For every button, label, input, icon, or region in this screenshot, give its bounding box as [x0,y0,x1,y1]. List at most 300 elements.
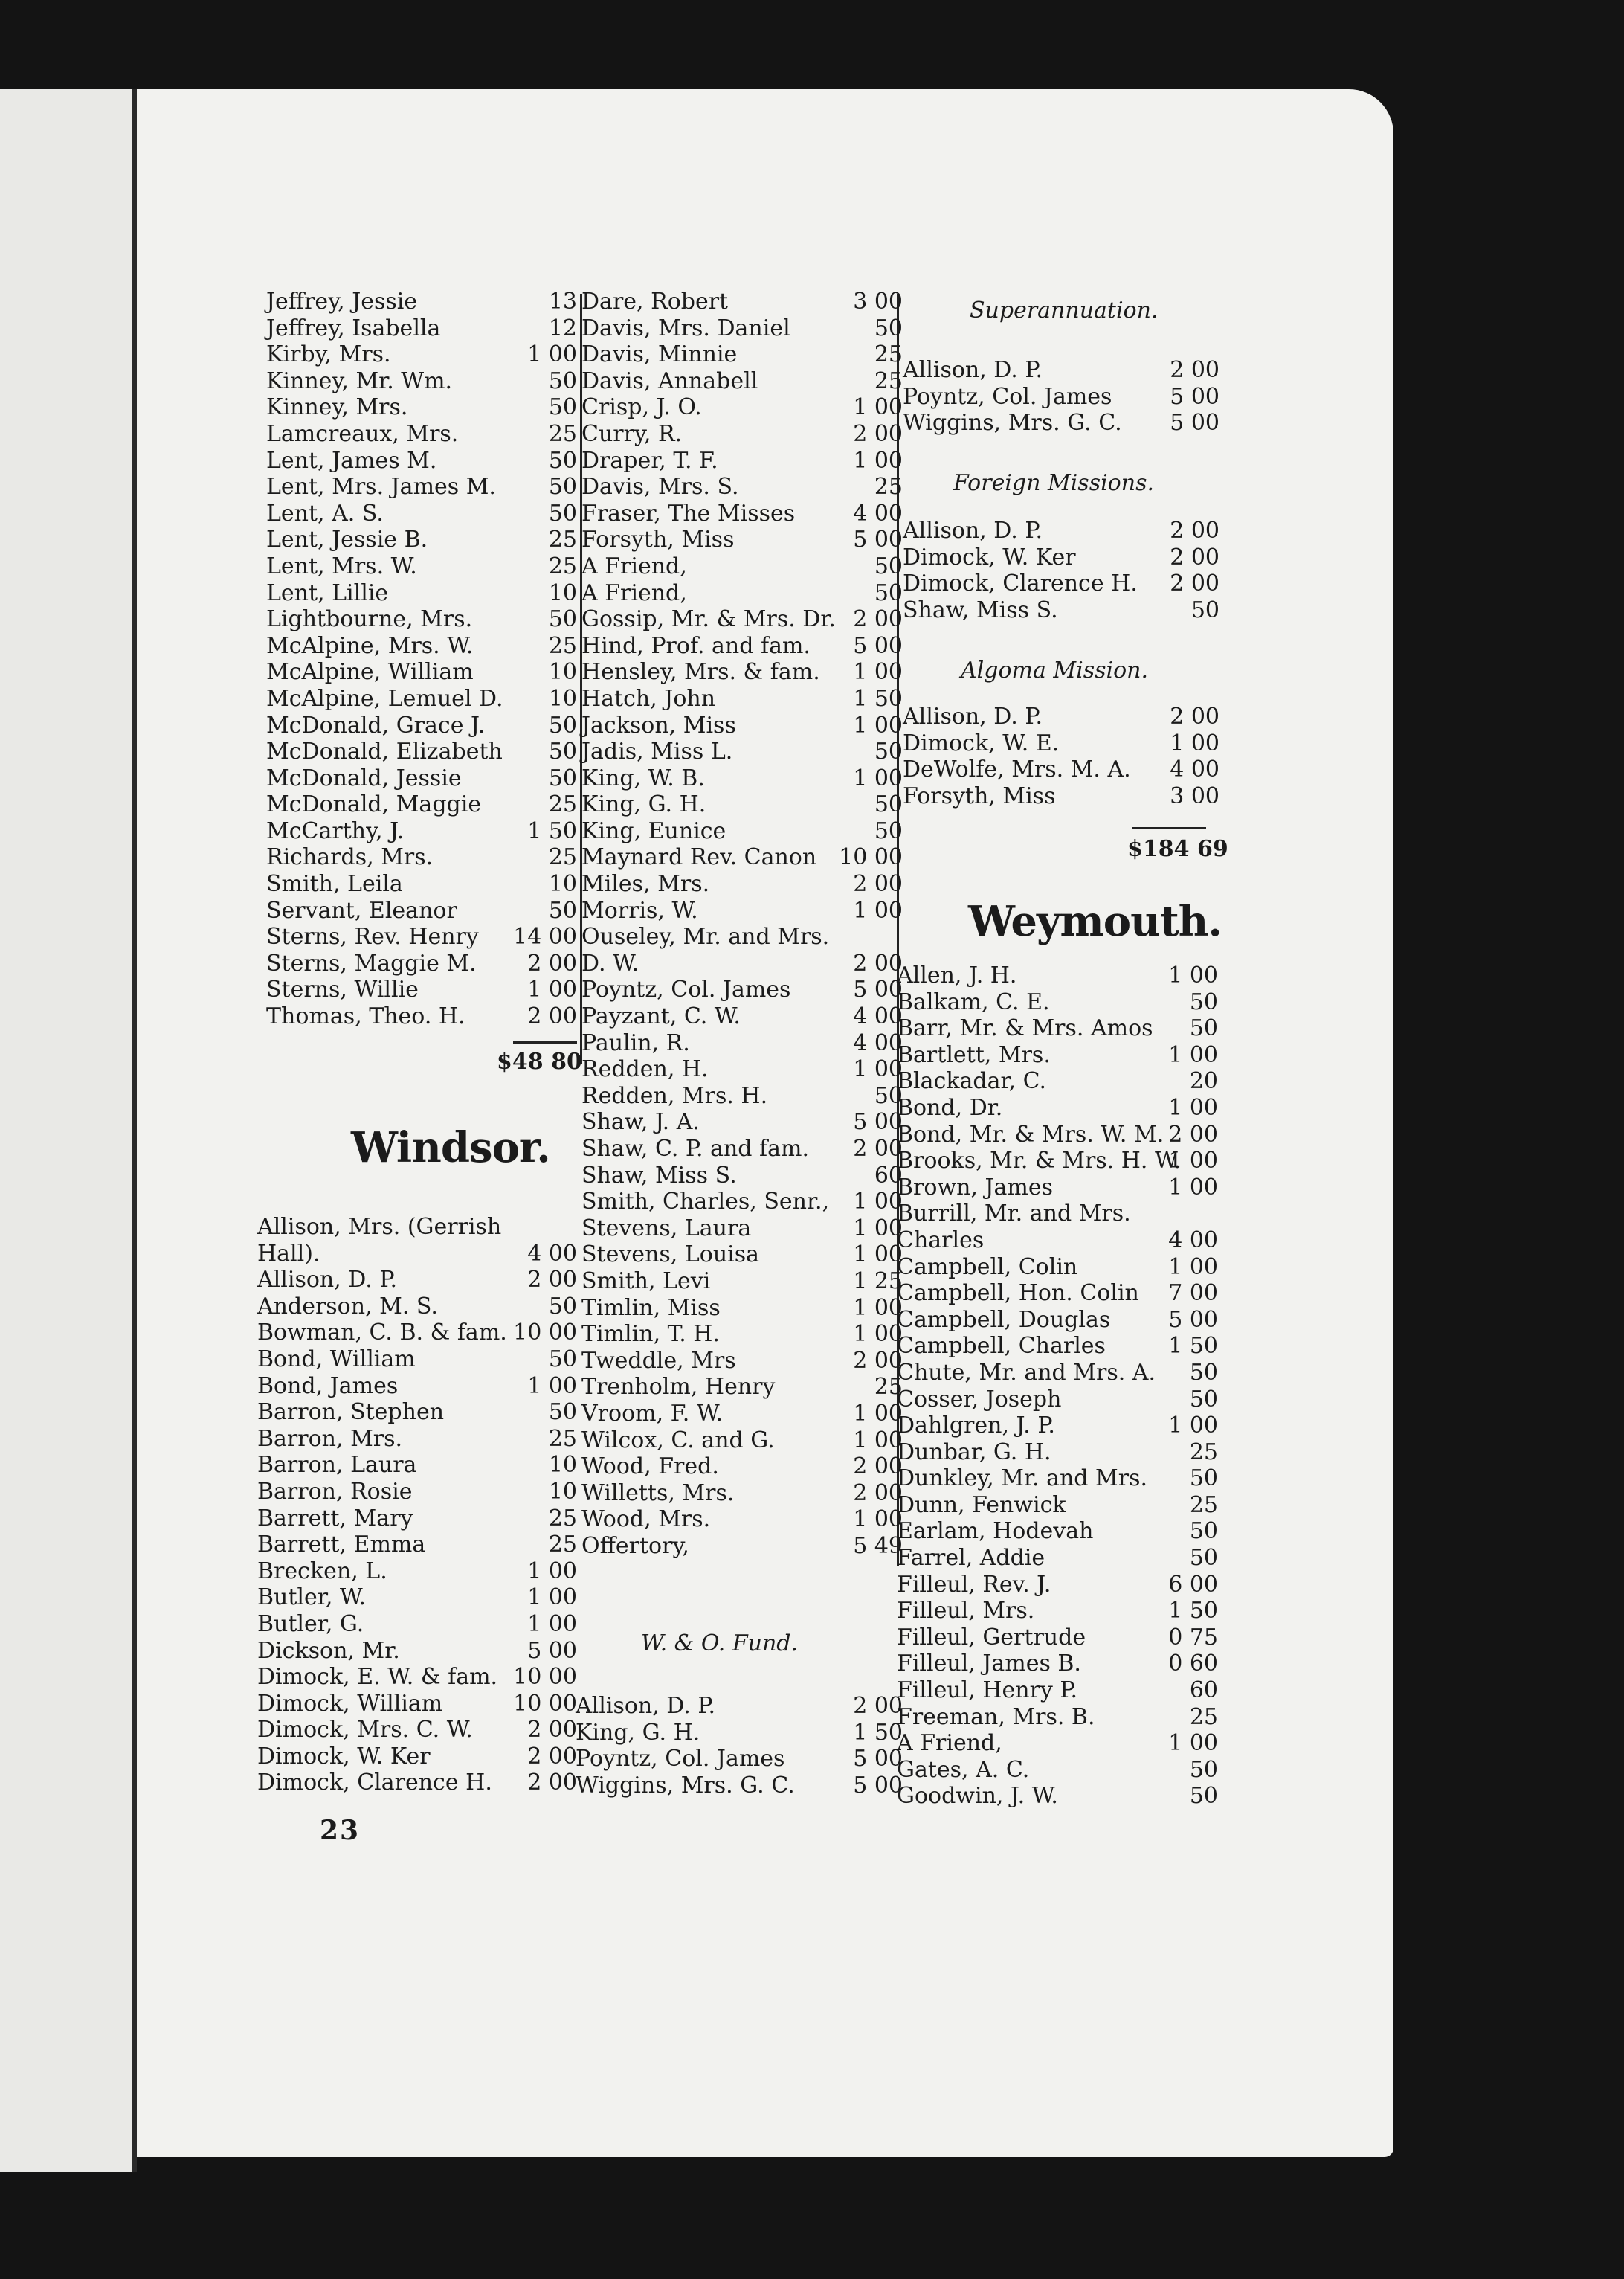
entry-name: Lamcreaux, Mrs. [266,420,459,447]
entry-amount: 7 00 [1168,1280,1218,1307]
entry-row [581,951,903,977]
entry-row [266,289,577,315]
entry-name: Campbell, Douglas [897,1306,1111,1333]
entry-amount: 4 00 [853,500,903,527]
entry-name: Filleul, Mrs. [897,1598,1035,1624]
entry-amount: 25 [874,341,903,368]
entry-row [897,1492,1218,1519]
entry-name: Curry, R. [581,420,683,447]
entry-amount: 1 00 [1168,1094,1218,1121]
entry-amount: 4 00 [853,1003,903,1030]
entry-row [257,1452,577,1479]
entry-row [581,527,903,553]
entry-amount: 50 [1189,1386,1218,1412]
entry-name: Davis, Mrs. Daniel [581,315,790,341]
entry-amount: 1 00 [1168,962,1218,989]
entry-amount: 50 [1190,597,1219,623]
entry-amount: 10 [548,685,577,712]
entry-row [581,1295,903,1322]
entry-amount: 1 00 [853,1056,903,1083]
entry-amount: 25 [548,844,577,871]
entry-name: Timlin, T. H. [581,1321,721,1348]
entry-row [903,518,1219,544]
entry-amount: 2 00 [853,1136,903,1162]
entry-amount: 50 [874,553,903,579]
entry-name: Jeffrey, Isabella [266,315,441,341]
entry-amount: 2 00 [853,1479,903,1506]
entry-amount: 2 00 [853,606,903,633]
entry-name: Barrett, Mary [257,1505,413,1531]
entry-row [581,1056,903,1083]
entry-name: Shaw, C. P. and fam. [581,1136,810,1162]
entry-name: Morris, W. [581,897,698,924]
entry-name: Dimock, Mrs. C. W. [257,1717,473,1743]
entry-name: Timlin, Miss [581,1294,721,1321]
entry-row [266,686,577,713]
entry-row [266,501,577,527]
entry-row [897,1068,1218,1095]
entry-row [581,289,903,315]
entry-amount: 50 [1189,1756,1218,1783]
entry-name: Wood, Fred. [581,1453,719,1480]
entry-row [581,765,903,792]
entry-row [266,553,577,580]
entry-name: McAlpine, Mrs. W. [266,632,474,659]
entry-amount: 1 00 [1168,1253,1218,1280]
entry-row [581,341,903,368]
entry-row [581,474,903,501]
entry-row [581,580,903,607]
entry-name: Barr, Mr. & Mrs. Amos [897,1015,1153,1042]
entry-amount: 5 00 [853,977,903,1003]
entry-name: Smith, Leila [266,871,403,898]
entry-name: King, W. B. [581,765,705,791]
entry-amount: 5 00 [527,1637,577,1664]
entry-amount: 2 00 [527,1769,577,1796]
entry-row [581,1268,903,1295]
entry-row [897,1333,1218,1360]
entry-amount: 25 [1189,1439,1218,1465]
entry-amount: 25 [1189,1491,1218,1518]
entry-amount: 10 00 [839,844,903,871]
entry-row [266,659,577,686]
entry-row [257,1531,577,1558]
entry-row [897,1757,1218,1784]
entry-row [903,384,1219,411]
entry-amount: 1 00 [853,447,903,474]
entry-amount: 50 [874,1082,903,1109]
entry-name: Bond, William [257,1346,416,1372]
entry-row [903,544,1219,571]
entry-name: Poyntz, Col. James [903,383,1112,410]
entry-name: McDonald, Maggie [266,791,482,818]
entry-amount: 50 [1189,1545,1218,1572]
entry-row [257,1319,577,1346]
entry-name: Davis, Mrs. S. [581,474,739,501]
entry-name: Payzant, C. W. [581,1003,741,1030]
entry-name: Shaw, J. A. [581,1109,700,1136]
entry-amount: 0 60 [1168,1650,1218,1677]
entry-row [257,1214,577,1241]
entry-amount: 2 00 [527,950,577,977]
wo-fund-heading: W. & O. Fund. [641,1630,799,1656]
entry-amount: 1 00 [1168,1041,1218,1068]
entry-amount: 10 [548,871,577,898]
entry-name: Butler, W. [257,1584,367,1611]
entry-name: Tweddle, Mrs [581,1347,736,1374]
entry-amount: 50 [1189,1465,1218,1492]
entry-amount: 4 00 [853,1029,903,1056]
entry-name: Paulin, R. [581,1029,690,1056]
entry-amount: 1 50 [1168,1598,1218,1624]
entry-row [257,1267,577,1293]
entry-row [897,1148,1218,1174]
entry-amount: 10 00 [513,1690,577,1717]
entry-name: Dimock, W. Ker [257,1743,431,1769]
entry-row [581,606,903,633]
entry-name: Bowman, C. B. & fam. [257,1319,507,1346]
entry-amount: 4 00 [1168,1227,1218,1253]
entry-name: A Friend, [581,579,687,606]
entry-name: Earlam, Hodevah [897,1518,1094,1545]
entry-amount: 2 00 [853,1347,903,1374]
entry-amount: 25 [548,791,577,818]
foreign-missions-list [903,518,1219,623]
entry-row [257,1558,577,1585]
entry-amount: 2 00 [853,1453,903,1480]
entry-row [257,1584,577,1611]
entry-name: McCarthy, J. [266,817,405,844]
entry-row [897,1042,1218,1069]
entry-name: Allison, D. P. [576,1693,715,1719]
entry-row [266,1003,577,1030]
entry-row [266,977,577,1003]
entry-amount: 1 00 [853,1400,903,1427]
entry-row [266,739,577,765]
entry-amount: 1 00 [853,712,903,739]
entry-row [581,686,903,713]
entry-row [897,1360,1218,1386]
entry-amount: 50 [548,394,577,421]
entry-row [581,1374,903,1401]
entry-name: Redden, H. [581,1056,709,1083]
entry-amount: 60 [1189,1677,1218,1704]
entry-row [581,501,903,527]
entry-row [581,394,903,421]
entry-amount: 50 [548,765,577,791]
entry-name: Hind, Prof. and fam. [581,632,811,659]
entry-row [903,730,1219,757]
entry-name: Smith, Charles, Senr., [581,1189,830,1215]
entry-name: Miles, Mrs. [581,871,710,898]
entry-row [903,410,1219,437]
entry-name: Anderson, M. S. [257,1293,438,1319]
entry-name: Barron, Stephen [257,1399,445,1426]
entry-row [266,341,577,368]
entry-name: Lent, Jessie B. [266,527,428,553]
entry-amount: 1 00 [853,1321,903,1348]
entry-row [897,1095,1218,1122]
entry-amount: 50 [548,712,577,739]
entry-row [266,368,577,395]
entry-row [897,1280,1218,1307]
entry-row [257,1638,577,1665]
entry-amount: 25 [874,367,903,394]
entry-name: Dunkley, Mr. and Mrs. [897,1465,1148,1492]
entry-name: Dunbar, G. H. [897,1439,1051,1465]
entry-row [903,570,1219,597]
entry-amount: 1 50 [853,1719,903,1746]
entry-name: Barrett, Emma [257,1531,426,1558]
entry-amount: 50 [548,500,577,527]
entry-amount: 1 00 [853,897,903,924]
entry-row [257,1769,577,1796]
entry-row [581,713,903,739]
entry-row [897,1730,1218,1757]
entry-row [257,1241,577,1267]
entry-row [897,1545,1218,1572]
entry-amount: 1 00 [1170,730,1219,756]
entry-row [257,1346,577,1373]
entry-name: Dunn, Fenwick [897,1491,1066,1518]
entry-row [266,421,577,448]
entry-name: King, G. H. [576,1719,700,1746]
entry-amount: 25 [548,1505,577,1531]
entry-row [266,791,577,818]
entry-amount: 3 00 [853,289,903,315]
entry-amount: 20 [1189,1068,1218,1095]
entry-name: A Friend, [897,1730,1002,1757]
entry-row [581,1030,903,1057]
entry-name: Lent, Mrs. W. [266,553,417,579]
entry-row [266,898,577,925]
windsor-list [257,1214,577,1796]
entry-row [257,1611,577,1638]
entry-amount: 2 00 [527,1003,577,1030]
entry-row [576,1720,903,1746]
entry-name: Wood, Mrs. [581,1506,711,1533]
entry-row [581,1480,903,1507]
entry-amount: 25 [548,632,577,659]
entry-amount: 50 [874,315,903,341]
weymouth-list [897,962,1218,1810]
entry-amount: 50 [548,606,577,633]
entry-row [897,1704,1218,1731]
column-1 [266,289,577,1030]
entry-amount: 1 00 [853,1241,903,1268]
entry-row [257,1691,577,1717]
entry-row [581,1401,903,1427]
entry-row [257,1373,577,1400]
entry-name: Allison, Mrs. (Gerrish [257,1214,502,1240]
entry-row [257,1717,577,1743]
entry-name: Davis, Minnie [581,341,738,368]
entry-row [581,977,903,1003]
entry-name: Willetts, Mrs. [581,1479,735,1506]
entry-row [897,1572,1218,1598]
entry-row [581,1453,903,1480]
entry-row [257,1426,577,1453]
entry-name: Redden, Mrs. H. [581,1082,768,1109]
entry-name: Forsyth, Miss [581,527,735,553]
entry-name: Filleul, Henry P. [897,1677,1078,1704]
entry-amount: 50 [548,447,577,474]
entry-amount: 1 50 [1168,1333,1218,1360]
entry-amount: 50 [1189,1518,1218,1545]
entry-row [581,1083,903,1110]
entry-name: Farrel, Addie [897,1545,1045,1572]
entry-row [903,597,1219,624]
entry-name: Balkam, C. E. [897,989,1050,1015]
entry-amount: 5 00 [1168,1306,1218,1333]
entry-amount: 25 [548,527,577,553]
entry-amount: 10 00 [513,1664,577,1691]
entry-row [581,1003,903,1030]
entry-amount: 10 [548,579,577,606]
entry-name: Ouseley, Mr. and Mrs. [581,924,830,951]
entry-row [897,1783,1218,1810]
entry-name: Allison, D. P. [903,357,1043,383]
entry-name: Freeman, Mrs. B. [897,1703,1095,1730]
entry-amount: 1 00 [853,1506,903,1533]
entry-amount: 25 [548,420,577,447]
entry-name: Brooks, Mr. & Mrs. H. W. [897,1148,1182,1174]
entry-amount: 5 00 [853,632,903,659]
entry-row [897,962,1218,989]
entry-name: Shaw, Miss S. [903,597,1058,623]
entry-amount: 50 [1189,989,1218,1015]
entry-name: A Friend, [581,553,687,579]
entry-name: Lent, Lillie [266,579,389,606]
entry-name: Brecken, L. [257,1558,387,1584]
entry-amount: 1 00 [527,1372,577,1399]
entry-name: Servant, Eleanor [266,897,457,924]
entry-amount: 6 00 [1168,1571,1218,1598]
entry-amount: 1 00 [853,1215,903,1241]
entry-amount: 2 00 [1170,544,1219,570]
entry-name: Charles [897,1227,985,1253]
algoma-mission-heading: Algoma Mission. [961,658,1149,684]
entry-amount: 5 00 [853,1746,903,1772]
entry-row [266,951,577,977]
column-2 [581,289,903,1560]
entry-name: Campbell, Colin [897,1253,1078,1280]
entry-name: Filleul, James B. [897,1650,1081,1677]
entry-row [581,1189,903,1215]
entry-row [581,1348,903,1375]
entry-row [266,818,577,845]
entry-name: Thomas, Theo. H. [266,1003,465,1030]
entry-name: Shaw, Miss S. [581,1162,737,1189]
entry-amount: 25 [874,1374,903,1401]
entry-row [581,1506,903,1533]
entry-name: Fraser, The Misses [581,500,796,527]
entry-name: Sterns, Rev. Henry [266,924,479,951]
entry-amount: 4 00 [527,1240,577,1267]
entry-row [257,1505,577,1532]
entry-name: Kinney, Mrs. [266,394,408,421]
entry-amount: 1 00 [1168,1412,1218,1439]
col1-total: $48 80 [497,1049,582,1075]
entry-amount: 1 00 [1168,1148,1218,1174]
entry-row [897,1174,1218,1201]
entry-name: Davis, Annabell [581,367,758,394]
entry-row [581,448,903,475]
entry-name: Dimock, Clarence H. [903,570,1138,597]
entry-row [903,357,1219,384]
entry-name: Gossip, Mr. & Mrs. Dr. [581,606,836,633]
entry-name: Dimock, W. Ker [903,544,1076,570]
entry-amount: 50 [1189,1783,1218,1810]
entry-row [581,1427,903,1454]
entry-amount: 2 00 [853,871,903,898]
facing-page [0,89,132,2172]
algoma-mission-list [903,704,1219,809]
entry-row [257,1293,577,1320]
entry-name: Barron, Laura [257,1452,417,1479]
entry-name: Bond, Mr. & Mrs. W. M. [897,1121,1164,1148]
entry-amount: 14 00 [513,924,577,951]
entry-name: Kinney, Mr. Wm. [266,367,453,394]
entry-name: Burrill, Mr. and Mrs. [897,1200,1131,1227]
entry-amount: 50 [1189,1015,1218,1042]
entry-name: Sterns, Maggie M. [266,950,477,977]
entry-amount: 25 [548,553,577,579]
entry-name: Richards, Mrs. [266,844,434,871]
entry-amount: 50 [548,474,577,501]
entry-amount: 1 00 [1168,1730,1218,1757]
entry-row [897,1598,1218,1624]
entry-name: Poyntz, Col. James [576,1746,785,1772]
entry-amount: 1 00 [853,765,903,791]
entry-row [266,924,577,951]
entry-name: Offertory, [581,1532,689,1559]
entry-row [266,765,577,792]
entry-amount: 5 00 [853,527,903,553]
entry-amount: 50 [548,739,577,765]
entry-amount: 50 [548,897,577,924]
entry-name: Chute, Mr. and Mrs. A. [897,1359,1156,1386]
entry-name: DeWolfe, Mrs. M. A. [903,756,1131,783]
entry-amount: 50 [1189,1359,1218,1386]
entry-name: Sterns, Willie [266,977,419,1003]
entry-row [257,1479,577,1505]
entry-row [581,818,903,845]
entry-name: Brown, James [897,1174,1054,1200]
entry-amount: 2 00 [853,1693,903,1719]
entry-row [897,1227,1218,1254]
entry-row [897,1624,1218,1651]
entry-name: Wilcox, C. and G. [581,1427,775,1453]
entry-row [257,1743,577,1770]
entry-name: Blackadar, C. [897,1068,1047,1095]
entry-amount: 25 [548,1425,577,1452]
entry-name: Barron, Rosie [257,1478,413,1505]
entry-amount: 1 50 [527,817,577,844]
entry-amount: 25 [548,1531,577,1558]
entry-name: Lent, A. S. [266,500,384,527]
entry-amount: 5 00 [1170,383,1219,410]
entry-row [897,1677,1218,1704]
entry-row [897,1439,1218,1466]
entry-name: Vroom, F. W. [581,1400,723,1427]
entry-name: King, G. H. [581,791,706,818]
entry-row [266,315,577,342]
entry-name: McAlpine, Lemuel D. [266,685,503,712]
entry-name: Dickson, Mr. [257,1637,400,1664]
entry-row [266,580,577,607]
entry-row [897,989,1218,1016]
